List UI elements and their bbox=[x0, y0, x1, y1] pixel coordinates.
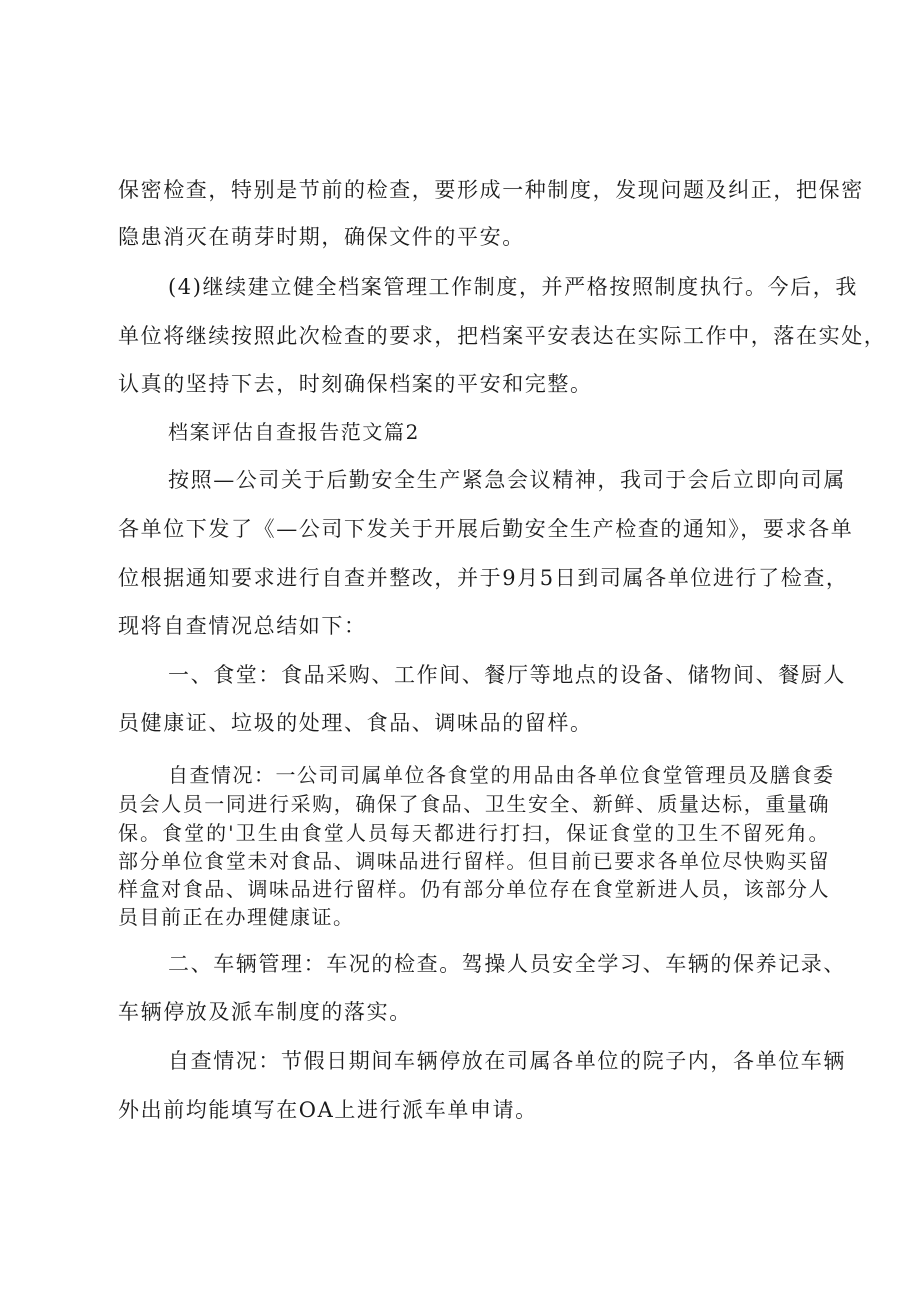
item-1-check-line-4: 部分单位食堂未对食品、调味品进行留样。但目前已要求各单位尽快购买留 bbox=[118, 849, 830, 873]
item-2-line-2: 车辆停放及派车制度的落实。 bbox=[118, 1000, 412, 1024]
item-2-line-1: 二、车辆管理：车况的检查。驾操人员安全学习、车辆的保养记录、 bbox=[168, 952, 846, 976]
paragraph-3-line-2: 各单位下发了《—公司下发关于开展后勤安全生产检查的通知》，要求各单 bbox=[118, 517, 854, 541]
item-1-check-line-1: 自查情况：一公司司属单位各食堂的用品由各单位食堂管理员及膳食委 bbox=[168, 763, 835, 787]
paragraph-2-line-1: (4)继续建立健全档案管理工作制度，并严格按照制度执行。今后，我 bbox=[168, 275, 858, 299]
paragraph-2-line-3: 认真的坚持下去，时刻确保档案的平安和完整。 bbox=[118, 372, 593, 396]
paragraph-3-line-4: 现将自查情况总结如下： bbox=[118, 614, 367, 638]
paragraph-1-line-2: 隐患消灭在萌芽时期，确保文件的平安。 bbox=[118, 225, 525, 249]
section-title: 档案评估自查报告范文篇2 bbox=[168, 420, 420, 444]
item-2-check-line-2: 外出前均能填写在OA上进行派车单申请。 bbox=[118, 1098, 538, 1122]
item-1-line-1: 一、食堂：食品采购、工作间、餐厅等地点的设备、储物间、餐厨人 bbox=[168, 663, 846, 687]
paragraph-3-line-1: 按照—公司关于后勤安全生产紧急会议精神，我司于会后立即向司属 bbox=[168, 468, 846, 492]
paragraph-3-line-3: 位根据通知要求进行自查并整改，并于9月5日到司属各单位进行了检查， bbox=[118, 566, 849, 590]
item-2-check-line-1: 自查情况：节假日期间车辆停放在司属各单位的院子内，各单位车辆 bbox=[168, 1049, 846, 1073]
paragraph-1-line-1: 保密检查，特别是节前的检查，要形成一种制度，发现问题及纠正，把保密 bbox=[118, 178, 864, 202]
item-1-check-line-6: 员目前正在办理健康证。 bbox=[118, 905, 355, 929]
item-1-check-line-2: 员会人员一同进行采购，确保了食品、卫生安全、新鲜、质量达标，重量确 bbox=[118, 792, 830, 816]
item-1-check-line-5: 样盒对食品、调味品进行留样。仍有部分单位存在食堂新进人员，该部分人 bbox=[118, 877, 830, 901]
item-1-check-line-3: 保。食堂的'卫生由食堂人员每天都进行打扫，保证食堂的卫生不留死角。 bbox=[118, 821, 830, 845]
item-1-line-2: 员健康证、垃圾的处理、食品、调味品的留样。 bbox=[118, 711, 593, 735]
paragraph-2-line-2: 单位将继续按照此次检查的要求，把档案平安表达在实际工作中，落在实处， bbox=[118, 324, 887, 348]
